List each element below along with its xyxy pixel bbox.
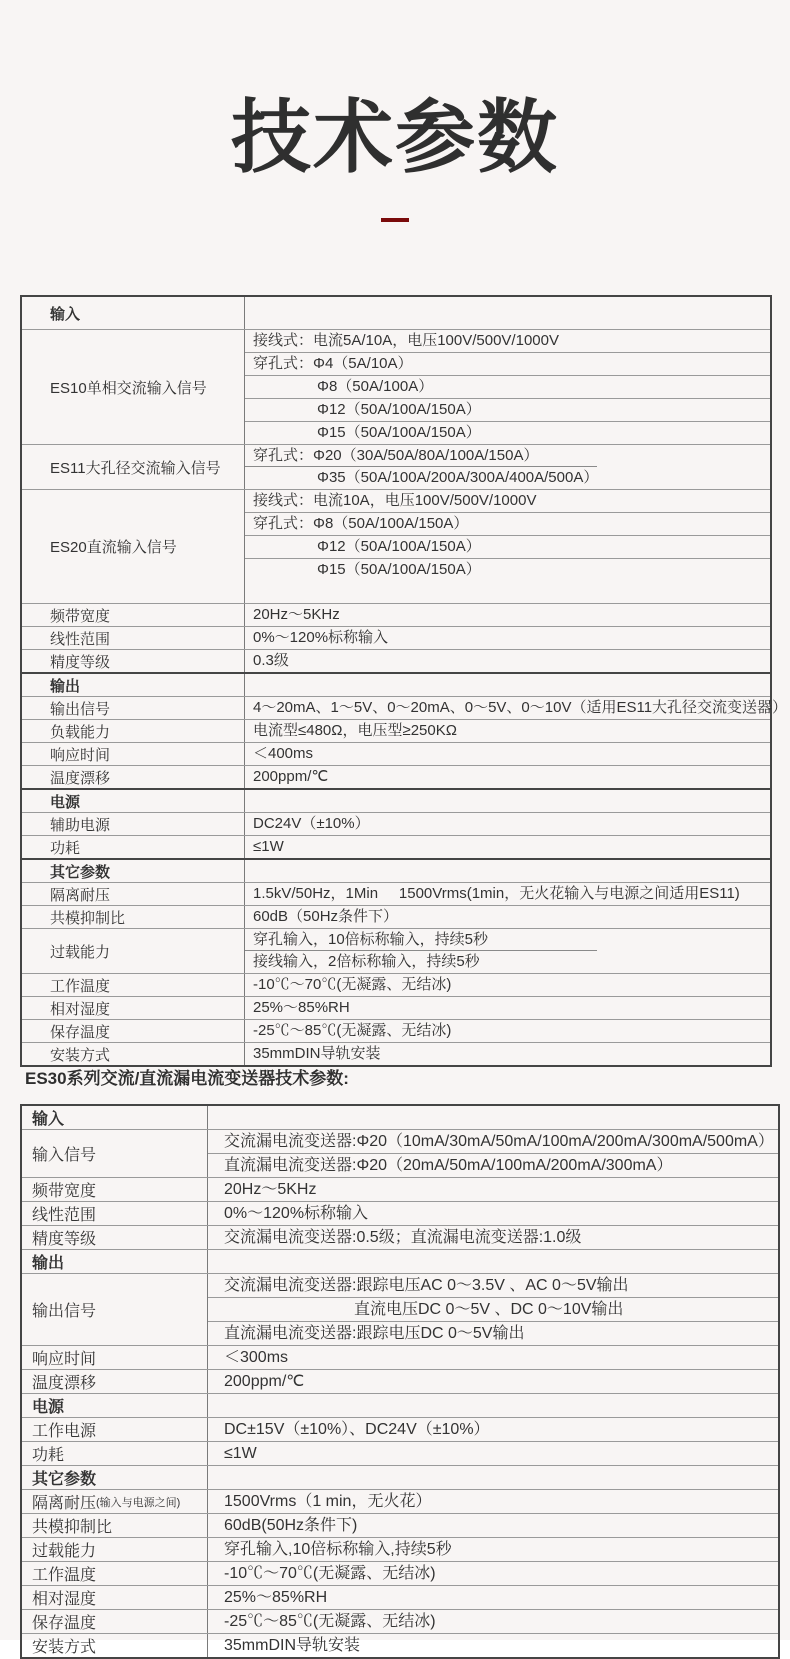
row-value-cell: [244, 883, 770, 905]
row-label: 输入: [32, 1111, 65, 1128]
row-value-cell: [207, 1610, 778, 1633]
table-row: [22, 882, 770, 905]
row-label: 相对湿度: [50, 1000, 111, 1018]
cell-value: ≤1W: [224, 1445, 257, 1462]
cell-value: [245, 302, 770, 324]
row-value-cell: [244, 997, 770, 1019]
row-label-cell: [22, 813, 244, 835]
row-label: 响应时间: [50, 746, 111, 764]
row-label-cell: [22, 1562, 207, 1585]
cell-value: -10℃～70℃(无凝露、无结冰): [224, 1565, 436, 1582]
table-row: [22, 996, 770, 1019]
cell-value: [208, 1466, 778, 1489]
row-label: 过载能力: [32, 1543, 97, 1560]
row-label: 安装方式: [32, 1639, 97, 1656]
row-label: 保存温度: [50, 1023, 111, 1041]
table-row: [22, 719, 770, 742]
row-label: 负载能力: [50, 723, 111, 741]
table-row: [22, 835, 770, 858]
row-label: 电源: [50, 793, 81, 811]
row-label: ES10单相交流输入信号: [50, 379, 207, 397]
row-label: 共模抑制比: [50, 909, 126, 927]
row-label-cell: [22, 330, 244, 444]
cell-value: 1500Vrms（1 min，无火花）: [224, 1493, 432, 1510]
row-value-cell: [244, 836, 770, 858]
row-value-cell: [207, 1346, 778, 1369]
table-row: [22, 1249, 778, 1273]
row-label: 其它参数: [50, 863, 111, 881]
spec-table-es30: [20, 1104, 780, 1659]
row-value-cell: [244, 604, 770, 626]
row-label-cell: [22, 1490, 207, 1513]
row-value-cell: [207, 1442, 778, 1465]
row-label-cell: [22, 906, 244, 928]
cell-value: [208, 1250, 778, 1273]
row-label-cell: [22, 1394, 207, 1417]
row-label: 安装方式: [50, 1046, 111, 1064]
row-label: ES20直流输入信号: [50, 539, 177, 556]
table-row: [22, 1537, 778, 1561]
cell-value: ≤1W: [253, 838, 284, 855]
row-label-cell: [22, 1418, 207, 1441]
cell-value: [245, 860, 770, 882]
row-label: 功耗: [50, 839, 81, 857]
cell-value: 35mmDIN导轨安装: [253, 1045, 381, 1062]
cell-value: 接线式：电流5A/10A，电压100V/500V/1000V: [253, 332, 559, 349]
row-value-cell: [244, 1043, 770, 1065]
row-value-cell: [207, 1130, 778, 1177]
table-row: [22, 1042, 770, 1065]
cell-value: 1.5kV/50Hz，1Min 1500Vrms(1min，无火花输入与电源之间适用ES11): [253, 885, 740, 902]
cell-value: Φ35（50A/100A/200A/300A/400A/500A）: [317, 469, 599, 486]
cell-value: Φ12（50A/100A/150A）: [245, 535, 770, 558]
cell-value: [208, 1394, 778, 1417]
cell-value: 直流电压DC 0～5V 、DC 0～10V输出: [208, 1297, 778, 1321]
cell-value: 直流漏电流变送器:Φ20（20mA/50mA/100mA/200mA/300mA）: [208, 1153, 778, 1177]
table-row: [22, 1393, 778, 1417]
cell-value: 60dB(50Hz条件下): [224, 1517, 358, 1534]
table-row: [22, 905, 770, 928]
cell-value: 交流漏电流变送器:跟踪电压AC 0～3.5V 、AC 0～5V输出: [224, 1277, 629, 1294]
row-label-cell: [22, 1538, 207, 1561]
row-value-cell: [207, 1490, 778, 1513]
row-value-cell: [244, 743, 770, 765]
row-value-cell: [244, 650, 770, 672]
row-label-cell: [22, 790, 244, 812]
table-row: [22, 1417, 778, 1441]
row-label-cell: [22, 1514, 207, 1537]
table-row: [22, 649, 770, 672]
table-row: [22, 1019, 770, 1042]
table-row: [22, 1441, 778, 1465]
table-row: [22, 788, 770, 812]
table-row: [22, 765, 770, 788]
row-label-cell: [22, 1020, 244, 1042]
row-value-cell: [244, 297, 770, 329]
row-value-cell: [244, 974, 770, 996]
row-label-cell: [22, 883, 244, 905]
row-value-cell: [244, 720, 770, 742]
row-label: 辅助电源: [50, 816, 111, 834]
cell-value: 交流漏电流变送器:Φ20（10mA/30mA/50mA/100mA/200mA/300mA/500mA）: [224, 1133, 774, 1150]
table-row: [22, 858, 770, 882]
row-value-cell: [207, 1250, 778, 1273]
cell-value: 60dB（50Hz条件下）: [253, 908, 399, 925]
cell-value: 0%～120%标称输入: [224, 1205, 369, 1222]
cell-value: Φ12（50A/100A/150A）: [245, 398, 770, 421]
row-value-cell: [207, 1226, 778, 1249]
cell-value: 穿孔式：Φ4（5A/10A）: [245, 352, 770, 375]
cell-value: 0%～120%标称输入: [253, 629, 389, 646]
row-label: 频带宽度: [32, 1183, 97, 1200]
cell-value: 20Hz～5KHz: [253, 606, 340, 623]
row-value-cell: [207, 1538, 778, 1561]
cell-value: -25℃～85℃(无凝露、无结冰): [224, 1613, 436, 1630]
table-row: [22, 742, 770, 765]
row-label: 输出: [50, 677, 81, 695]
row-label-cell: [22, 720, 244, 742]
row-value-cell: [244, 627, 770, 649]
row-value-cell: [207, 1178, 778, 1201]
cell-value: Φ8（50A/100A）: [245, 375, 770, 398]
row-label-cell: [22, 674, 244, 696]
table-row: [22, 1561, 778, 1585]
row-label-cell: [22, 697, 244, 719]
cell-value: 35mmDIN导轨安装: [224, 1637, 361, 1654]
es30-table-subtitle: ES30系列交流/直流漏电流变送器技术参数:: [25, 1069, 349, 1088]
row-label-cell: [22, 627, 244, 649]
row-label: 精度等级: [50, 653, 111, 671]
cell-value: 200ppm/℃: [253, 768, 329, 785]
row-value-cell: [207, 1202, 778, 1225]
cell-value: 穿孔输入,10倍标称输入,持续5秒: [224, 1541, 452, 1558]
title-accent-dash: [381, 218, 409, 222]
cell-value: -25℃～85℃(无凝露、无结冰): [253, 1022, 452, 1039]
row-label: 线性范围: [32, 1207, 97, 1224]
row-label-cell: [22, 836, 244, 858]
row-value-cell: [244, 1020, 770, 1042]
row-label-cell: [22, 997, 244, 1019]
row-value-cell: [244, 790, 770, 812]
row-label: 工作温度: [32, 1567, 97, 1584]
row-label: 工作电源: [32, 1423, 97, 1440]
cell-value: 20Hz～5KHz: [224, 1181, 317, 1198]
table-row: [22, 626, 770, 649]
row-label-cell: [22, 445, 244, 489]
row-label-cell: [22, 1442, 207, 1465]
table-row: [22, 1225, 778, 1249]
cell-value: 接线式：电流10A，电压100V/500V/1000V: [253, 492, 537, 509]
row-label-cell: [22, 766, 244, 788]
row-value-cell: [244, 906, 770, 928]
row-label: 响应时间: [32, 1351, 97, 1368]
cell-value: DC±15V（±10%）、DC24V（±10%）: [224, 1421, 490, 1438]
table-row: [22, 696, 788, 719]
row-label: 其它参数: [32, 1471, 97, 1488]
table-row: [22, 1489, 778, 1513]
cell-value: 4～20mA、1～5V、0～20mA、0～5V、0～10V（适用ES11大孔径交流变送器）: [253, 699, 788, 716]
row-label: 输入信号: [32, 1147, 97, 1164]
row-label-cell: [22, 1610, 207, 1633]
row-label: 输出信号: [32, 1303, 97, 1320]
cell-value: 直流漏电流变送器:跟踪电压DC 0～5V输出: [208, 1321, 778, 1345]
table-row: [22, 329, 770, 444]
cell-value: 200ppm/℃: [224, 1373, 305, 1390]
cell-value: DC24V（±10%）: [253, 815, 370, 832]
row-label-note: (输入与电源之间): [96, 1496, 181, 1509]
table-row: [22, 603, 770, 626]
cell-value: Φ15（50A/100A/150A）: [245, 558, 770, 603]
row-label: 温度漂移: [50, 769, 111, 787]
cell-value: 穿孔式：Φ20（30A/50A/80A/100A/150A）: [245, 445, 770, 467]
row-value-cell: [207, 1562, 778, 1585]
row-label-cell: [22, 650, 244, 672]
row-label: 精度等级: [32, 1231, 97, 1248]
row-label-cell: [22, 743, 244, 765]
table-row: [22, 1106, 778, 1129]
cell-value: 25%～85%RH: [253, 999, 350, 1016]
row-label-cell: [22, 974, 244, 996]
row-value-cell: [244, 674, 770, 696]
table-row: [22, 1513, 778, 1537]
row-value-cell: [244, 330, 770, 444]
cell-value: -10℃～70℃(无凝露、无结冰): [253, 976, 452, 993]
table-row: [22, 672, 770, 696]
row-label: 保存温度: [32, 1615, 97, 1632]
row-value-cell: [207, 1418, 778, 1441]
cell-value: Φ15（50A/100A/150A）: [245, 421, 770, 444]
row-label: 工作温度: [50, 977, 111, 995]
row-value-cell: [244, 445, 770, 489]
row-label: 相对湿度: [32, 1591, 97, 1608]
row-label: 输出: [32, 1255, 65, 1272]
row-label-cell: [22, 1106, 207, 1129]
table-row: [22, 489, 770, 603]
cell-value: [245, 674, 770, 696]
row-label: 温度漂移: [32, 1375, 97, 1392]
row-label: 隔离耐压: [32, 1495, 97, 1512]
row-value-cell: [207, 1106, 778, 1129]
row-label-cell: [22, 297, 244, 329]
cell-value: [208, 1106, 778, 1129]
table-row: [22, 812, 770, 835]
table-row: [22, 1345, 778, 1369]
row-label-cell: [22, 1043, 244, 1065]
table-row: [22, 444, 770, 489]
row-value-cell: [207, 1466, 778, 1489]
row-value-cell: [244, 766, 770, 788]
row-label-cell: [22, 1346, 207, 1369]
table-row: [22, 1465, 778, 1489]
cell-value: ＜300ms: [224, 1349, 289, 1366]
row-label-cell: [22, 1466, 207, 1489]
row-label: ES11大孔径交流输入信号: [50, 459, 221, 477]
row-label: 频带宽度: [50, 607, 111, 625]
row-value-cell: [207, 1370, 778, 1393]
row-value-cell: [244, 860, 770, 882]
row-value-cell: [244, 813, 770, 835]
row-label: 输出信号: [50, 700, 111, 718]
row-value-cell: [207, 1274, 778, 1345]
row-value-cell: [244, 929, 770, 973]
row-value-cell: [207, 1634, 778, 1657]
row-value-cell: [244, 490, 770, 603]
row-label-cell: [22, 929, 244, 973]
table-row: [22, 1201, 778, 1225]
table-row: [22, 1609, 778, 1633]
row-label-cell: [22, 860, 244, 882]
row-label-cell: [22, 1634, 207, 1657]
table-row: [22, 1369, 778, 1393]
row-label-cell: [22, 1586, 207, 1609]
table-row: [22, 928, 770, 973]
cell-value: 穿孔式：Φ8（50A/100A/150A）: [245, 512, 770, 535]
cell-value: 穿孔输入，10倍标称输入，持续5秒: [245, 929, 770, 951]
cell-value: ＜400ms: [253, 745, 314, 762]
spec-table-es10-es11-es20: [20, 295, 788, 1067]
cell-value: 0.3级: [253, 652, 289, 669]
row-label-cell: [22, 1226, 207, 1249]
table-row: [22, 1633, 778, 1657]
cell-value: 25%～85%RH: [224, 1589, 328, 1606]
row-label-cell: [22, 1178, 207, 1201]
table-row: [22, 1273, 778, 1345]
cell-value: 接线输入，2倍标称输入，持续5秒: [253, 953, 480, 970]
row-label: 线性范围: [50, 630, 111, 648]
row-label: 电源: [32, 1399, 65, 1416]
cell-value: 电流型≤480Ω，电压型≥250KΩ: [253, 722, 457, 739]
row-label-cell: [22, 1130, 207, 1177]
row-label-cell: [22, 604, 244, 626]
row-value-cell: [207, 1514, 778, 1537]
page-title: 技术参数: [231, 93, 559, 182]
row-value-cell: [207, 1394, 778, 1417]
row-label-cell: [22, 1370, 207, 1393]
row-label-cell: [22, 1274, 207, 1345]
row-label: 过载能力: [50, 943, 111, 961]
cell-value: [245, 790, 770, 812]
row-label: 共模抑制比: [32, 1519, 113, 1536]
row-label-cell: [22, 1202, 207, 1225]
row-label: 输入: [50, 305, 81, 323]
row-label-cell: [22, 490, 244, 603]
row-label: 隔离耐压: [50, 886, 111, 904]
table-row: [22, 297, 770, 329]
table-row: [22, 1177, 778, 1201]
row-label-cell: [22, 1250, 207, 1273]
cell-value: 交流漏电流变送器:0.5级；直流漏电流变送器:1.0级: [224, 1229, 582, 1246]
row-label: 功耗: [32, 1447, 65, 1464]
row-value-cell: [207, 1586, 778, 1609]
row-value-cell: [244, 697, 788, 719]
table-row: [22, 1585, 778, 1609]
table-row: [22, 1129, 778, 1177]
table-row: [22, 973, 770, 996]
